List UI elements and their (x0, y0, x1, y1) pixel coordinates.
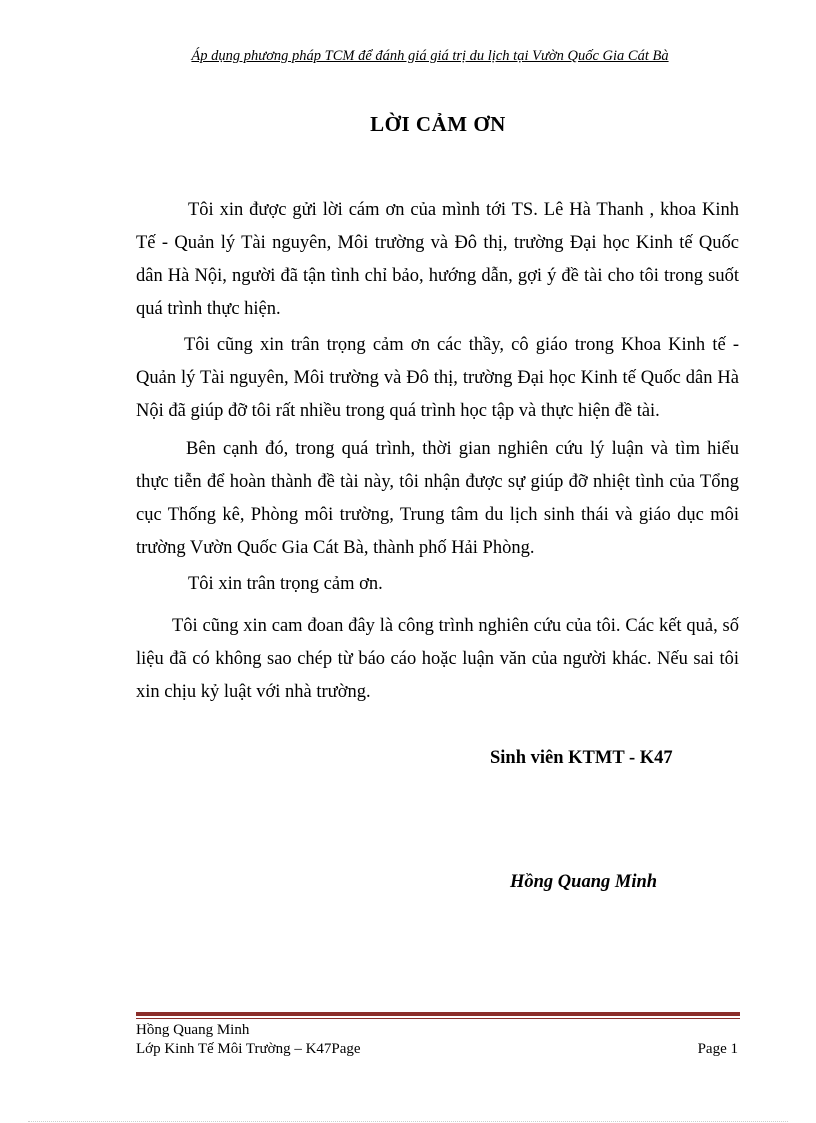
paragraph-2: Tôi cũng xin trân trọng cảm ơn các thầy, cô giáo trong Khoa Kinh tế - Quản lý Tài nguyên, Môi trường và Đô thị, trường Đại học Kinh tế Quốc dân Hà Nội đã giúp đỡ tôi rất nhiều trong quá trình học tập và thực hiện đề tài. (136, 335, 739, 421)
page-boundary (28, 1121, 788, 1122)
footer-page-number: Page 1 (697, 1041, 738, 1057)
footer-divider-thin (136, 1018, 740, 1019)
paragraph-3: Bên cạnh đó, trong quá trình, thời gian nghiên cứu lý luận và tìm hiểu thực tiễn để hoàn thành đề tài này, tôi nhận được sự giúp đỡ nhiệt tình của Tổng cục Thống kê, Phòng môi trường, Trung tâm du lịch sinh thái và giáo dục môi trường Vườn Quốc Gia Cát Bà, thành phố Hải Phòng. (136, 439, 739, 558)
paragraph-4: Tôi xin trân trọng cảm ơn. (188, 574, 383, 594)
footer-divider (136, 1012, 740, 1019)
running-header: Áp dụng phương pháp TCM để đánh giá giá trị du lịch tại Vườn Quốc Gia Cát Bà (191, 48, 669, 64)
footer-class: Lớp Kinh Tế Môi Trường – K47Page (136, 1041, 361, 1057)
footer-divider-thick (136, 1012, 740, 1016)
page-title: LỜI CẢM ƠN (370, 112, 506, 136)
paragraph-5: Tôi cũng xin cam đoan đây là công trình nghiên cứu của tôi. Các kết quả, số liệu đã có không sao chép từ báo cáo hoặc luận văn của người khác. Nếu sai tôi xin chịu kỷ luật với nhà trường. (136, 616, 739, 702)
signature-name: Hồng Quang Minh (510, 872, 658, 892)
paragraph-1: Tôi xin được gửi lời cám ơn của mình tới TS. Lê Hà Thanh , khoa Kinh Tế - Quản lý Tài nguyên, Môi trường và Đô thị, trường Đại học Kinh tế Quốc dân Hà Nội, người đã tận tình chỉ bảo, hướng dẫn, gợi ý đề tài cho tôi trong suốt quá trình thực hiện. (136, 200, 739, 319)
signature-role: Sinh viên KTMT - K47 (490, 748, 673, 768)
footer-author: Hồng Quang Minh (136, 1022, 250, 1038)
